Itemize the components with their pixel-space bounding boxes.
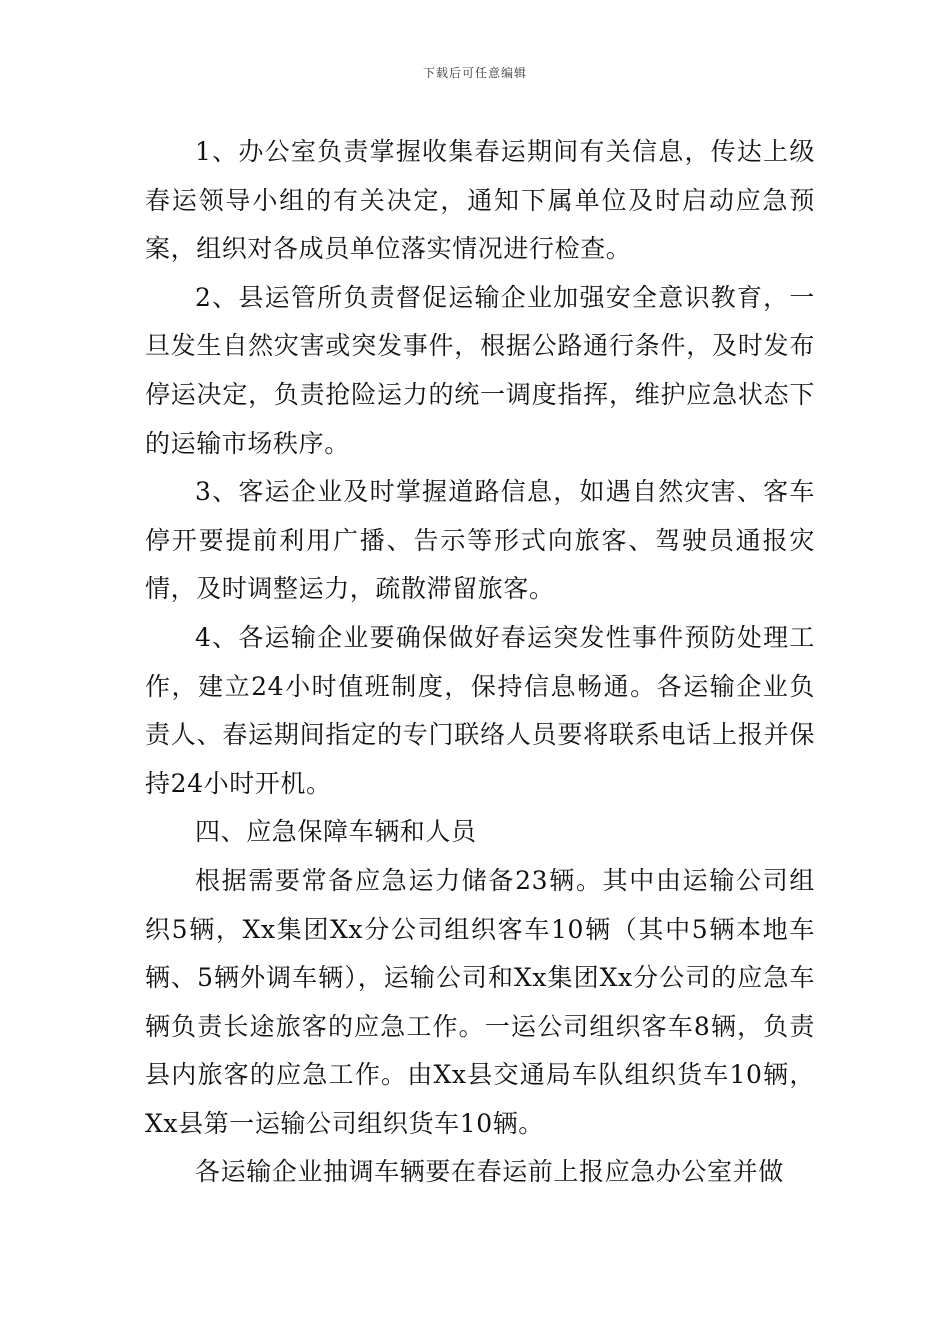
- paragraph-vehicle-reserve: 根据需要常备应急运力储备23辆。其中由运输公司组织5辆，Xx集团Xx分公司组织客车10辆（其中5辆本地车辆、5辆外调车辆），运输公司和Xx集团Xx分公司的应急车辆负责长途旅客的应急工作。一运公司组织客车8辆，负责县内旅客的应急工作。由Xx县交通局车队组织货车10辆，Xx县第一运输公司组织货车10辆。: [145, 865, 815, 1138]
- paragraph-office-duties: 1、办公室负责掌握收集春运期间有关信息，传达上级春运领导小组的有关决定，通知下属单位及时启动应急预案，组织对各成员单位落实情况进行检查。: [145, 137, 815, 264]
- paragraph-transport-management: 2、县运管所负责督促运输企业加强安全意识教育，一旦发生自然灾害或突发事件，根据公路通行条件，及时发布停运决定，负责抢险运力的统一调度指挥，维护应急状态下的运输市场秩序。: [145, 282, 815, 458]
- paragraph-passenger-enterprises: 3、客运企业及时掌握道路信息，如遇自然灾害、客车停开要提前利用广播、告示等形式向旅客、驾驶员通报灾情，及时调整运力，疏散滞留旅客。: [145, 477, 815, 604]
- paragraph-vehicle-reporting: 各运输企业抽调车辆要在春运前上报应急办公室并做: [195, 1157, 784, 1187]
- section-heading: 四、应急保障车辆和人员: [195, 817, 477, 847]
- paragraph-enterprise-duty: 4、各运输企业要确保做好春运突发性事件预防处理工作，建立24小时值班制度，保持信息畅通。各运输企业负责人、春运期间指定的专门联络人员要将联系电话上报并保持24小时开机。: [145, 622, 815, 798]
- document-body: [145, 128, 815, 1197]
- download-note: 下载后可任意编辑: [422, 66, 527, 80]
